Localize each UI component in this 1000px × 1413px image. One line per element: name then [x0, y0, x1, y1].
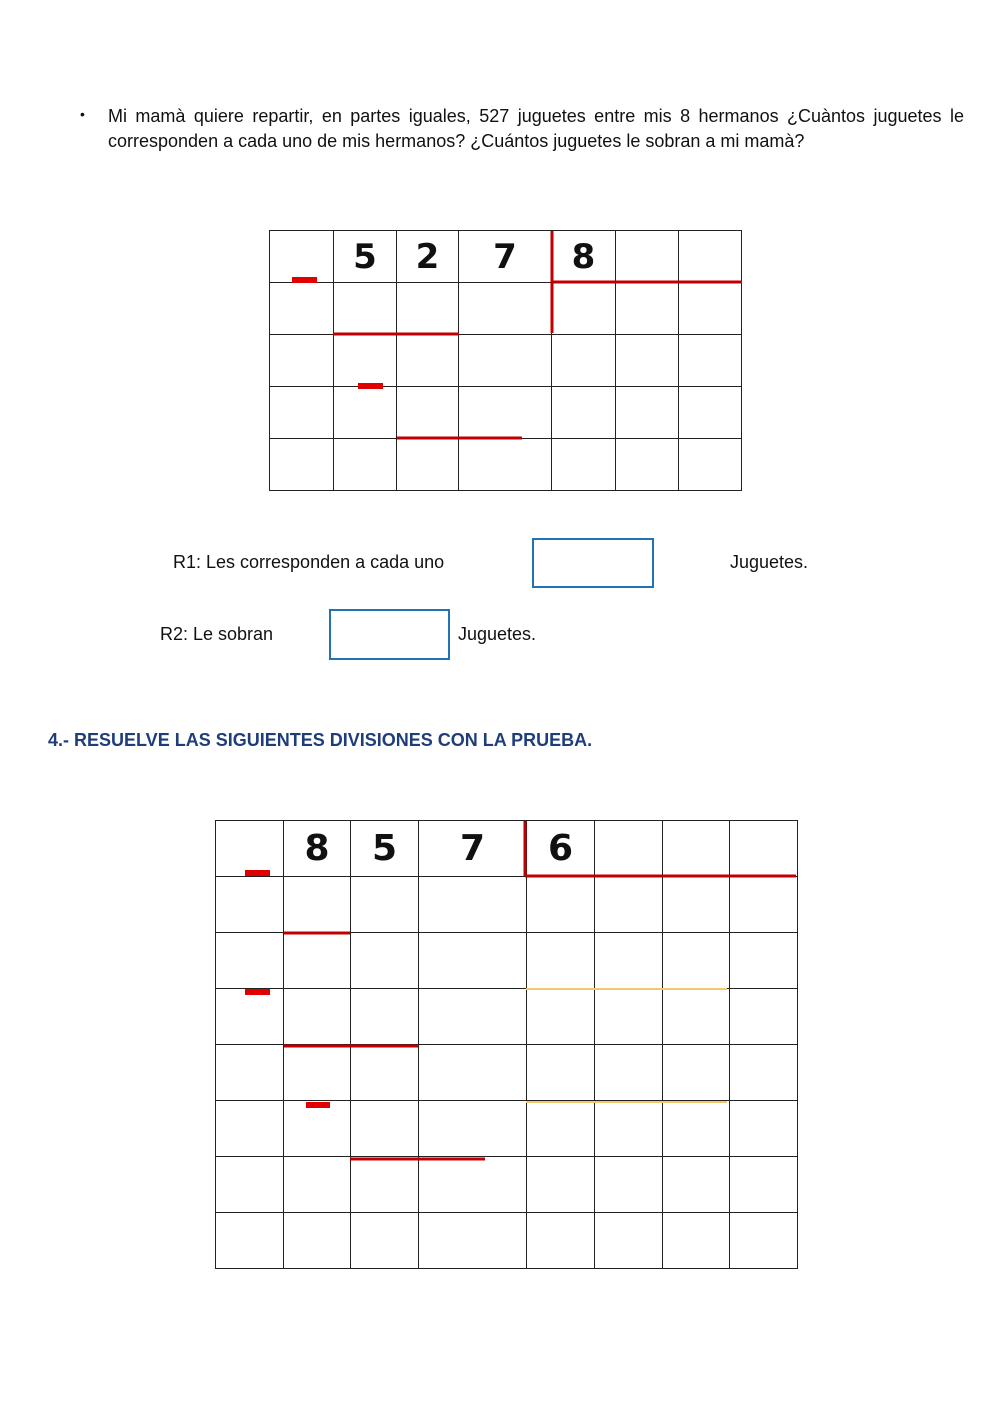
grid-row: [216, 1157, 798, 1213]
division-grid-527-by-8: [269, 230, 742, 491]
grid-row: [216, 1101, 798, 1157]
grid-cell[interactable]: [397, 387, 459, 439]
grid-cell[interactable]: [595, 1213, 663, 1269]
grid-row: [216, 1045, 798, 1101]
grid-cell[interactable]: 2: [397, 231, 459, 283]
grid-cell[interactable]: [397, 439, 459, 491]
grid-row: [216, 821, 798, 877]
grid-cell[interactable]: 8: [552, 231, 616, 283]
problem-statement: [80, 104, 964, 154]
grid-row: [270, 283, 742, 335]
grid-cell[interactable]: [679, 283, 742, 335]
grid-cell[interactable]: [459, 335, 552, 387]
grid-cell[interactable]: [595, 877, 663, 933]
grid-cell[interactable]: [616, 231, 679, 283]
grid-cell[interactable]: [216, 1101, 284, 1157]
grid-cell[interactable]: 5: [334, 231, 397, 283]
grid-cell[interactable]: [216, 877, 284, 933]
grid-cell[interactable]: [527, 1045, 595, 1101]
grid-cell[interactable]: [595, 933, 663, 989]
grid-row: [216, 877, 798, 933]
grid-cell[interactable]: [527, 1157, 595, 1213]
grid-cell[interactable]: [419, 1045, 527, 1101]
grid-row: [216, 933, 798, 989]
grid-cell[interactable]: [552, 335, 616, 387]
grid-cell[interactable]: [419, 1101, 527, 1157]
grid-cell[interactable]: [663, 1101, 730, 1157]
grid-cell[interactable]: [527, 989, 595, 1045]
grid-cell[interactable]: [419, 933, 527, 989]
grid-cell[interactable]: [679, 387, 742, 439]
grid-cell[interactable]: [459, 283, 552, 335]
grid-row: [270, 387, 742, 439]
grid-cell[interactable]: [552, 387, 616, 439]
grid-cell[interactable]: [663, 821, 730, 877]
grid-cell[interactable]: [270, 387, 334, 439]
grid-cell[interactable]: [419, 1157, 527, 1213]
division-grid-857-by-6: [215, 820, 798, 1269]
grid-cell[interactable]: [270, 231, 334, 283]
grid-cell[interactable]: [270, 335, 334, 387]
grid-cell[interactable]: [595, 1101, 663, 1157]
grid-cell[interactable]: [351, 1213, 419, 1269]
grid-cell[interactable]: [663, 989, 730, 1045]
grid-cell[interactable]: [351, 1101, 419, 1157]
grid-cell[interactable]: [334, 335, 397, 387]
grid-cell[interactable]: [730, 989, 798, 1045]
grid-cell[interactable]: [616, 335, 679, 387]
r2-answer-input[interactable]: [329, 609, 450, 660]
grid-cell[interactable]: [334, 439, 397, 491]
grid-row: [270, 231, 742, 283]
grid-row: [216, 1213, 798, 1269]
grid-cell[interactable]: [351, 877, 419, 933]
grid-cell[interactable]: [459, 439, 552, 491]
problem-text: Mi mamà quiere repartir, en partes iguales, 527 juguetes entre mis 8 hermanos ¿Cuàntos juguetes le corresponden a cada uno de mis hermanos? ¿Cuántos juguetes le sobran a mi mamà?: [108, 106, 964, 151]
grid-cell[interactable]: [552, 439, 616, 491]
grid-cell[interactable]: [351, 1157, 419, 1213]
grid-cell[interactable]: 8: [284, 821, 351, 877]
grid-cell[interactable]: [595, 821, 663, 877]
grid-cell[interactable]: [595, 1157, 663, 1213]
grid-cell[interactable]: [351, 989, 419, 1045]
grid-cell[interactable]: [527, 877, 595, 933]
grid-cell[interactable]: [730, 933, 798, 989]
grid-cell[interactable]: [663, 1045, 730, 1101]
grid-cell[interactable]: [679, 439, 742, 491]
grid-cell[interactable]: [419, 1213, 527, 1269]
grid-cell[interactable]: [663, 1213, 730, 1269]
grid-cell[interactable]: 7: [459, 231, 552, 283]
grid-cell[interactable]: [595, 989, 663, 1045]
grid-cell[interactable]: [334, 387, 397, 439]
grid-cell[interactable]: [679, 335, 742, 387]
r2-suffix: Juguetes.: [458, 624, 537, 644]
grid-row: [270, 335, 742, 387]
grid-cell[interactable]: [419, 877, 527, 933]
grid-cell[interactable]: [216, 1213, 284, 1269]
grid-cell[interactable]: [284, 1157, 351, 1213]
grid-cell[interactable]: [216, 989, 284, 1045]
r1-label: R1: Les corresponden a cada uno: [173, 552, 445, 572]
grid-cell[interactable]: [284, 933, 351, 989]
grid-cell[interactable]: [730, 1213, 798, 1269]
grid-cell[interactable]: [527, 933, 595, 989]
grid-cell[interactable]: [730, 1101, 798, 1157]
grid-cell[interactable]: [663, 1157, 730, 1213]
grid-cell[interactable]: [216, 821, 284, 877]
grid-cell[interactable]: [397, 283, 459, 335]
grid-cell[interactable]: [284, 1045, 351, 1101]
bullet: •: [80, 106, 85, 122]
grid-cell[interactable]: [679, 231, 742, 283]
grid-cell[interactable]: [351, 933, 419, 989]
grid-cell[interactable]: [216, 1157, 284, 1213]
r1-suffix: Juguetes.: [730, 552, 809, 572]
grid-cell[interactable]: [459, 387, 552, 439]
grid-cell[interactable]: [270, 439, 334, 491]
grid-cell[interactable]: [730, 877, 798, 933]
grid-cell[interactable]: 6: [527, 821, 595, 877]
grid-cell[interactable]: [419, 989, 527, 1045]
grid-cell[interactable]: 7: [419, 821, 527, 877]
section-4-heading: 4.- RESUELVE LAS SIGUIENTES DIVISIONES CON LA PRUEBA.: [48, 730, 593, 750]
grid-cell[interactable]: [616, 283, 679, 335]
grid-cell[interactable]: [284, 1213, 351, 1269]
grid-cell[interactable]: [284, 877, 351, 933]
grid-cell[interactable]: [663, 877, 730, 933]
grid-cell[interactable]: [595, 1045, 663, 1101]
grid-cell[interactable]: [527, 1213, 595, 1269]
grid-cell[interactable]: [284, 989, 351, 1045]
r2-label: R2: Le sobran: [160, 624, 274, 644]
grid-cell[interactable]: [334, 283, 397, 335]
grid-cell[interactable]: 5: [351, 821, 419, 877]
grid-cell[interactable]: [351, 1045, 419, 1101]
grid-cell[interactable]: [216, 933, 284, 989]
grid-cell[interactable]: [270, 283, 334, 335]
grid-cell[interactable]: [527, 1101, 595, 1157]
grid-cell[interactable]: [552, 283, 616, 335]
grid-row: [216, 989, 798, 1045]
grid-cell[interactable]: [284, 1101, 351, 1157]
grid-cell[interactable]: [397, 335, 459, 387]
grid-cell[interactable]: [663, 933, 730, 989]
grid-cell[interactable]: [730, 821, 798, 877]
grid-row: [270, 439, 742, 491]
grid-cell[interactable]: [730, 1157, 798, 1213]
r1-answer-input[interactable]: [532, 538, 654, 588]
grid-cell[interactable]: [616, 387, 679, 439]
grid-cell[interactable]: [730, 1045, 798, 1101]
grid-cell[interactable]: [216, 1045, 284, 1101]
grid-cell[interactable]: [616, 439, 679, 491]
